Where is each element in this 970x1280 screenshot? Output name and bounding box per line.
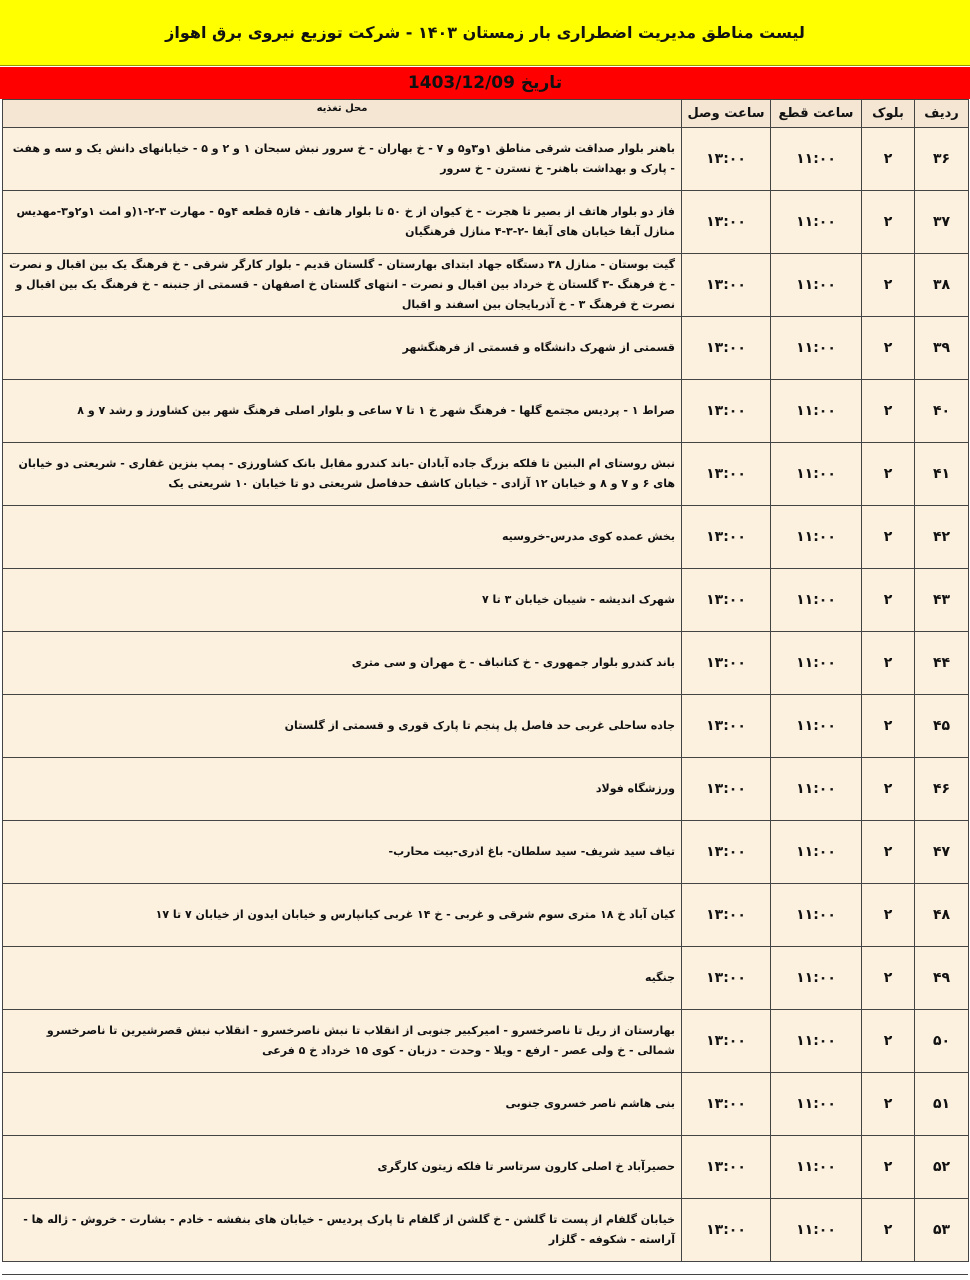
cut-time-cell: ۱۱:۰۰ (771, 254, 862, 317)
reconnect-time-cell: ۱۳:۰۰ (682, 884, 771, 947)
cut-time-cell: ۱۱:۰۰ (771, 128, 862, 191)
location-cell: نبش روستای ام البنین تا فلکه بزرگ جاده آبادان -باند کندرو مقابل بانک کشاورزی - پمپ بنزین غفاری - شریعتی دو خیابان های ۶ و ۷ و ۸ و خیابان ۱۲ آزادی - خیابان کاشف حدفاصل شریعتی دو تا خیابان ۱۰ شریعتی یک (3, 443, 682, 506)
cut-time-cell: ۱۱:۰۰ (771, 380, 862, 443)
location-cell: گیت بوستان - منازل ۳۸ دستگاه جهاد ابتدای بهارستان - گلستان قدیم - بلوار کارگر شرقی - خ فرهنگ یک بین اقبال و نصرت - خ فرهنگ -۳ گلستان خ خرداد بین اقبال و نصرت - انتهای گلستان خ اصفهان - قسمتی از جنبنه - خ فرهنگ یک بین اقبال و نصرت خ فرهنگ ۳ - خ آذربایجان بین اسفند و اقبال (3, 254, 682, 317)
row-number-cell: ۴۹ (915, 947, 969, 1010)
date-label: تاریخ 1403/12/09 (407, 73, 563, 93)
block-cell: ۲ (862, 1010, 915, 1073)
row-number-cell: ۵۲ (915, 1136, 969, 1199)
block-cell: ۲ (862, 1199, 915, 1262)
row-number-cell: ۴۴ (915, 632, 969, 695)
row-number-cell: ۴۶ (915, 758, 969, 821)
row-number-cell: ۴۸ (915, 884, 969, 947)
date-banner (0, 67, 970, 99)
cut-time-cell: ۱۱:۰۰ (771, 1073, 862, 1136)
location-cell: ورزشگاه فولاد (3, 758, 682, 821)
location-cell: فاز دو بلوار هاتف از بصیر تا هجرت - خ کیوان از خ ۵۰ تا بلوار هاتف - فاز۵ قطعه ۴و۵ - مهارت ۳-۲-۱(و امت ۱و۲و۳-مهدیس منازل آبفا خیابان های آبفا -۲-۳-۴ منازل فرهنگیان (3, 191, 682, 254)
block-cell: ۲ (862, 569, 915, 632)
table-row (3, 1136, 969, 1199)
table-row (3, 821, 969, 884)
reconnect-time-cell: ۱۳:۰۰ (682, 506, 771, 569)
row-number-cell: ۵۰ (915, 1010, 969, 1073)
location-cell: باهنر بلوار صداقت شرقی مناطق ۱و۳و۵ و ۷ - خ بهاران - خ سرور نبش سبحان ۱ و ۲ و ۵ - خیابانهای دانش یک و سه و هفت - پارک و بهداشت باهنر- خ نسترن - خ سرور (3, 128, 682, 191)
row-number-cell: ۳۸ (915, 254, 969, 317)
block-cell: ۲ (862, 1136, 915, 1199)
cut-time-cell: ۱۱:۰۰ (771, 632, 862, 695)
table-row (3, 947, 969, 1010)
reconnect-time-cell: ۱۳:۰۰ (682, 947, 771, 1010)
cut-time-cell: ۱۱:۰۰ (771, 1199, 862, 1262)
table-header-row (3, 100, 969, 128)
reconnect-time-cell: ۱۳:۰۰ (682, 632, 771, 695)
table-row (3, 569, 969, 632)
reconnect-time-cell: ۱۳:۰۰ (682, 758, 771, 821)
table-row (3, 380, 969, 443)
cut-time-cell: ۱۱:۰۰ (771, 695, 862, 758)
row-number-cell: ۳۶ (915, 128, 969, 191)
reconnect-time-cell: ۱۳:۰۰ (682, 1010, 771, 1073)
table-row (3, 317, 969, 380)
block-cell: ۲ (862, 821, 915, 884)
table-row (3, 632, 969, 695)
col-header-row: ردیف (915, 100, 969, 128)
table-row (3, 758, 969, 821)
block-cell: ۲ (862, 947, 915, 1010)
cut-time-cell: ۱۱:۰۰ (771, 443, 862, 506)
cut-time-cell: ۱۱:۰۰ (771, 506, 862, 569)
outage-table (2, 99, 969, 1262)
block-cell: ۲ (862, 506, 915, 569)
col-header-location: محل تغذیه (3, 100, 682, 128)
location-cell: جنگیه (3, 947, 682, 1010)
block-cell: ۲ (862, 128, 915, 191)
row-number-cell: ۳۷ (915, 191, 969, 254)
location-cell: قسمتی از شهرک دانشگاه و قسمتی از فرهنگشهر (3, 317, 682, 380)
cut-time-cell: ۱۱:۰۰ (771, 317, 862, 380)
bottom-rule (2, 1274, 968, 1275)
row-number-cell: ۴۵ (915, 695, 969, 758)
reconnect-time-cell: ۱۳:۰۰ (682, 695, 771, 758)
block-cell: ۲ (862, 191, 915, 254)
reconnect-time-cell: ۱۳:۰۰ (682, 1136, 771, 1199)
row-number-cell: ۴۳ (915, 569, 969, 632)
table-row (3, 884, 969, 947)
table-row (3, 1073, 969, 1136)
reconnect-time-cell: ۱۳:۰۰ (682, 1073, 771, 1136)
row-number-cell: ۳۹ (915, 317, 969, 380)
row-number-cell: ۴۷ (915, 821, 969, 884)
cut-time-cell: ۱۱:۰۰ (771, 1010, 862, 1073)
block-cell: ۲ (862, 443, 915, 506)
table-row (3, 1199, 969, 1262)
cut-time-cell: ۱۱:۰۰ (771, 947, 862, 1010)
col-header-reconnect-time: ساعت وصل (682, 100, 771, 128)
location-cell: حصیرآباد خ اصلی کارون سرتاسر تا فلکه زیتون کارگری (3, 1136, 682, 1199)
location-cell: باند کندرو بلوار جمهوری - خ کتانباف - خ مهران و سی متری (3, 632, 682, 695)
location-cell: تیاف سید شریف- سید سلطان- باغ اذری-بیت محارب- (3, 821, 682, 884)
table-row (3, 443, 969, 506)
title-banner (0, 0, 970, 66)
table-row (3, 695, 969, 758)
location-cell: بهارستان از ریل تا ناصرخسرو - امیرکبیر جنوبی از انقلاب تا نبش ناصرخسرو - انقلاب نبش قصرشیرین تا ناصرخسرو شمالی - خ ولی عصر - ارفع - ویلا - وحدت - دزبان - کوی ۱۵ خرداد خ ۵ فرعی (3, 1010, 682, 1073)
location-cell: شهرک اندیشه - شیبان خیابان ۳ تا ۷ (3, 569, 682, 632)
reconnect-time-cell: ۱۳:۰۰ (682, 380, 771, 443)
block-cell: ۲ (862, 317, 915, 380)
table-row (3, 506, 969, 569)
block-cell: ۲ (862, 695, 915, 758)
location-cell: بنی هاشم ناصر خسروی جنوبی (3, 1073, 682, 1136)
cut-time-cell: ۱۱:۰۰ (771, 1136, 862, 1199)
row-number-cell: ۴۱ (915, 443, 969, 506)
table-row (3, 191, 969, 254)
reconnect-time-cell: ۱۳:۰۰ (682, 443, 771, 506)
table-row (3, 254, 969, 317)
cut-time-cell: ۱۱:۰۰ (771, 191, 862, 254)
cut-time-cell: ۱۱:۰۰ (771, 569, 862, 632)
location-cell: کیان آباد خ ۱۸ متری سوم شرقی و غربی - خ ۱۴ غربی کیانپارس و خیابان ایدون از خیابان ۷ تا ۱۷ (3, 884, 682, 947)
location-cell: صراط ۱ - پردیس مجتمع گلها - فرهنگ شهر خ ۱ تا ۷ ساعی و بلوار اصلی فرهنگ شهر بین کشاورز و رشد ۷ و ۸ (3, 380, 682, 443)
row-number-cell: ۴۲ (915, 506, 969, 569)
block-cell: ۲ (862, 380, 915, 443)
block-cell: ۲ (862, 884, 915, 947)
reconnect-time-cell: ۱۳:۰۰ (682, 317, 771, 380)
block-cell: ۲ (862, 254, 915, 317)
cut-time-cell: ۱۱:۰۰ (771, 884, 862, 947)
block-cell: ۲ (862, 1073, 915, 1136)
row-number-cell: ۵۳ (915, 1199, 969, 1262)
table-body (3, 128, 969, 1262)
table-row (3, 128, 969, 191)
reconnect-time-cell: ۱۳:۰۰ (682, 128, 771, 191)
row-number-cell: ۵۱ (915, 1073, 969, 1136)
block-cell: ۲ (862, 758, 915, 821)
row-number-cell: ۴۰ (915, 380, 969, 443)
cut-time-cell: ۱۱:۰۰ (771, 758, 862, 821)
block-cell: ۲ (862, 632, 915, 695)
reconnect-time-cell: ۱۳:۰۰ (682, 1199, 771, 1262)
cut-time-cell: ۱۱:۰۰ (771, 821, 862, 884)
col-header-block: بلوک (862, 100, 915, 128)
location-cell: خیابان گلفام از پست تا گلشن - خ گلشن از گلفام تا پارک پردیس - خیابان های بنفشه - خادم - بشارت - خروش - ژاله ها - آراسته - شکوفه - گلزار (3, 1199, 682, 1262)
page-title: لیست مناطق مدیریت اضطراری بار زمستان ۱۴۰۳ - شرکت توزیع نیروی برق اهواز (165, 23, 805, 42)
col-header-cut-time: ساعت قطع (771, 100, 862, 128)
reconnect-time-cell: ۱۳:۰۰ (682, 821, 771, 884)
table-row (3, 1010, 969, 1073)
reconnect-time-cell: ۱۳:۰۰ (682, 254, 771, 317)
reconnect-time-cell: ۱۳:۰۰ (682, 569, 771, 632)
reconnect-time-cell: ۱۳:۰۰ (682, 191, 771, 254)
location-cell: جاده ساحلی غربی حد فاصل پل پنجم تا پارک قوری و قسمتی از گلستان (3, 695, 682, 758)
location-cell: بخش عمده کوی مدرس-خروسیه (3, 506, 682, 569)
